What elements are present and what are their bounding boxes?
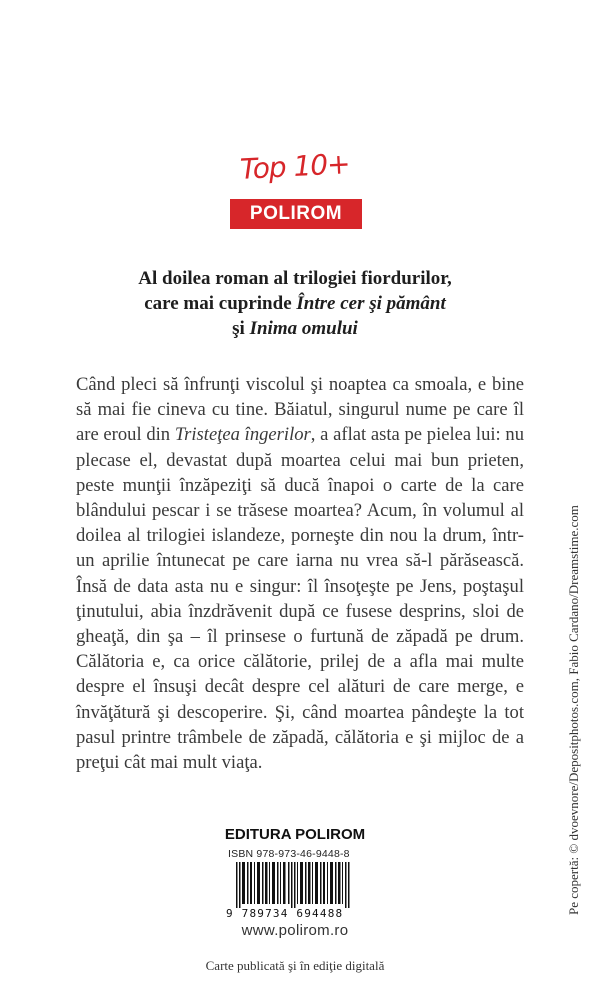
subtitle-line-2-prefix: care mai cuprinde <box>144 293 297 314</box>
isbn-label: ISBN 978-973-46-9448-8 <box>228 848 350 860</box>
blurb-book-title: Tristeţea îngerilor <box>174 424 311 446</box>
book-subtitle <box>60 266 530 341</box>
back-cover-blurb <box>76 372 524 775</box>
publisher-website: www.polirom.ro <box>241 922 349 939</box>
blurb-part-1: Când pleci să înfrunţi viscolul şi noaptea ca smoala, e bine să mai fie cineva cu tine. Băiatul, singurul nume pe care îl are eroul din <box>76 374 524 446</box>
publisher-badge: POLIROM <box>230 199 362 229</box>
subtitle-line-1: Al doilea roman al trilogiei fiordurilor, <box>138 268 452 289</box>
publisher-name: EDITURA POLIROM <box>224 826 366 843</box>
digital-edition-note: Carte publicată şi în ediţie digitală <box>205 958 385 973</box>
barcode-digits: 9 789734 694488 <box>226 907 344 920</box>
subtitle-title-1: Între cer şi pământ <box>296 293 446 314</box>
blurb-part-2: , a aflat asta pe pielea lui: nu plecase el, devastat după moartea celui mai bun prieten, peste munţii înzăpeziţi să ducă înapoi o carte de la care blândului pescar i se trăsese moartea? Acum, în volumul al doilea al trilogiei islandeze, porneşte din nou la drum, într-un aprilie întunecat pe care iarna nu vrea să-l părăsească. Însă de data asta nu e singur: îl însoţeşte pe Jens, poştaşul ţinutului, abia înzdrăvenit după ce fusese desprins, sloi de gheaţă, din şa – îl prinsese o furtună de zăpadă pe drum. Călătoria e, ca orice călătorie, prilej de a afla mai multe despre el însuşi decât despre cel alături de care merge, e învăţătură şi descoperire. Şi, când moartea pândeşte la tot pasul printre trâmbele de zăpadă, călătoria e şi mijloc de a preţui cât mai mult viaţa. <box>76 424 525 774</box>
barcode-block <box>226 848 364 926</box>
subtitle-line-2 <box>60 291 530 316</box>
series-title: Top 10+ <box>239 147 351 186</box>
subtitle-line-3 <box>60 316 530 341</box>
subtitle-line-3-prefix: şi <box>232 318 250 339</box>
series-logo <box>0 147 590 186</box>
subtitle-title-2: Inima omului <box>249 318 358 339</box>
barcode-icon <box>226 862 364 908</box>
cover-credit: Pe copertă: © dvoevnore/Depositphotos.com, Fabio Cardano/Dreamstime.com <box>566 505 581 915</box>
